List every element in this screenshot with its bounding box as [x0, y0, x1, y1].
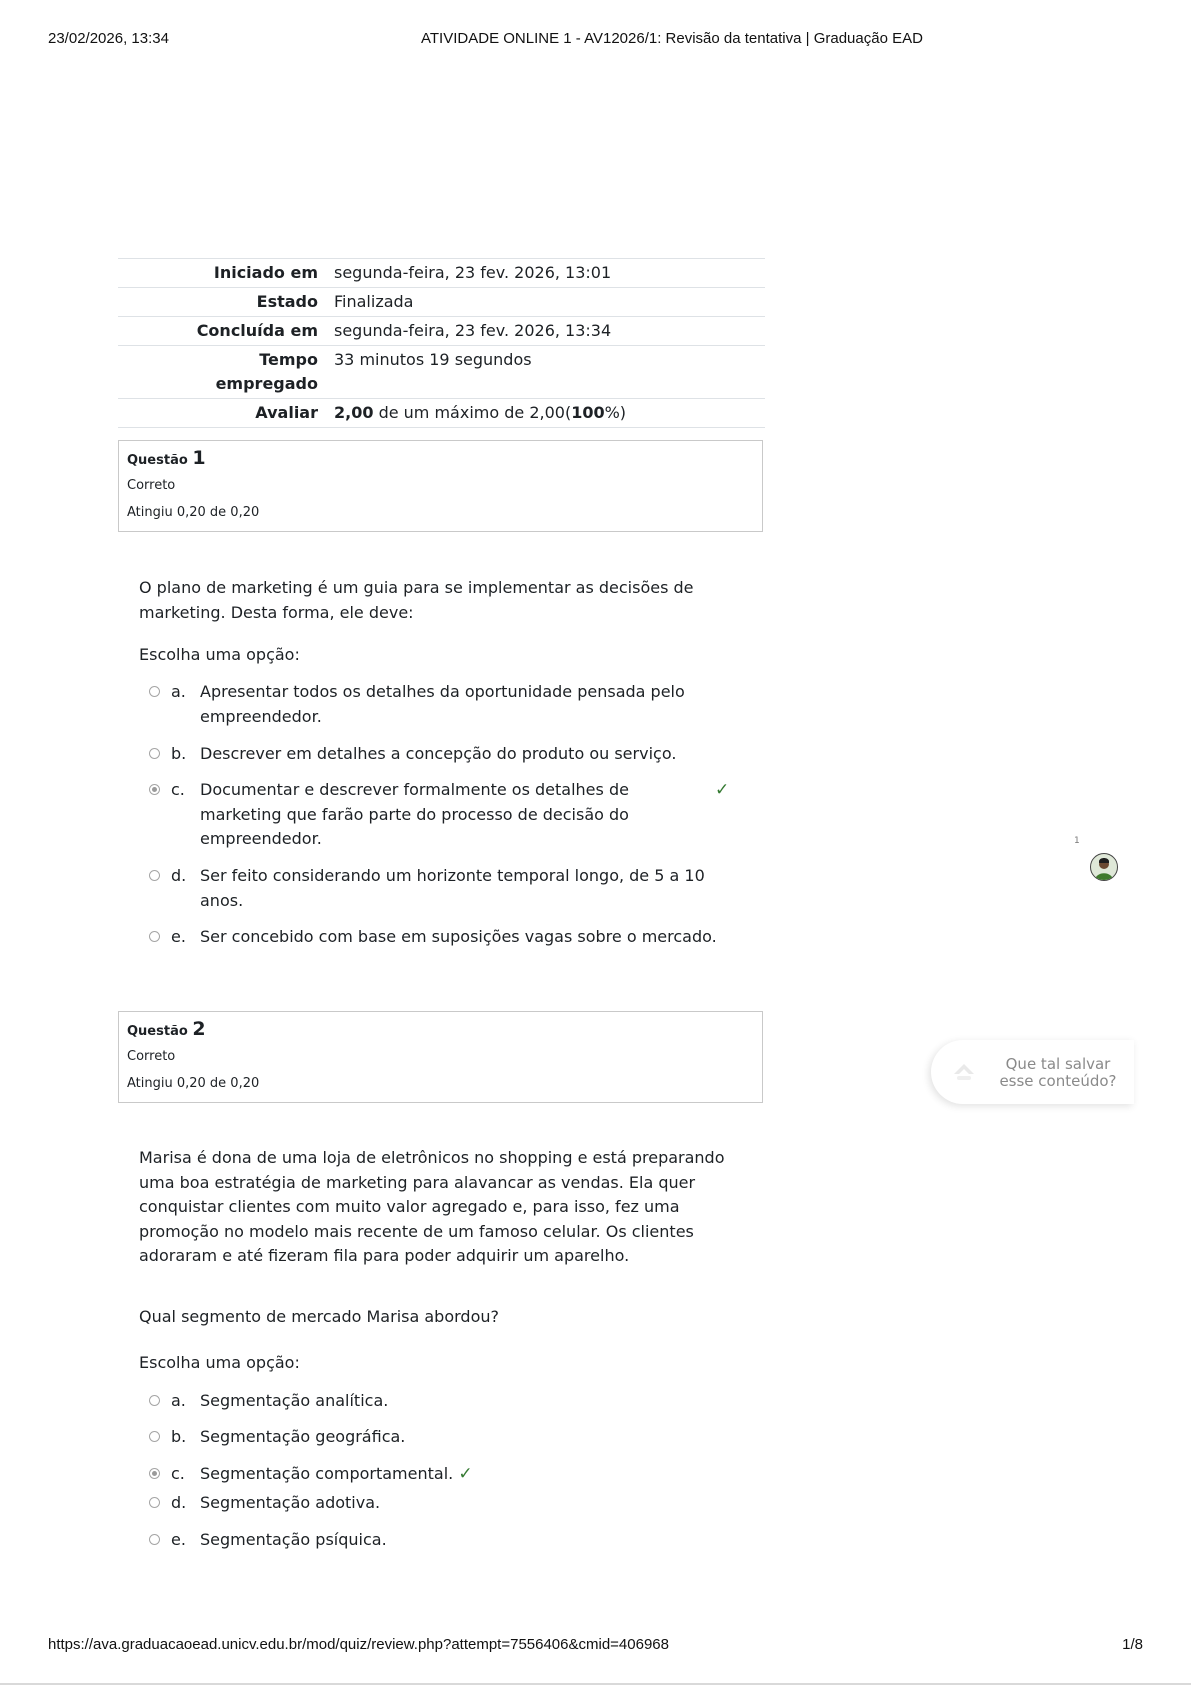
- radio-button[interactable]: [149, 931, 160, 942]
- grade-end: %): [604, 403, 627, 422]
- state-label: Estado: [118, 288, 334, 317]
- question-1-text: O plano de marketing é um guia para se implementar as decisões de marketing. Desta forma, ele deve:: [139, 578, 694, 622]
- question-2-question: Qual segmento de mercado Marisa abordou?: [139, 1307, 499, 1326]
- option-text: Apresentar todos os detalhes da oportunidade pensada pelo empreendedor.: [200, 682, 685, 726]
- save-content-text: Que tal salvar esse conteúdo?: [999, 1055, 1117, 1090]
- question-2-number: [127, 1018, 762, 1043]
- summary-row-completed: [118, 317, 765, 346]
- completed-label: Concluída em: [118, 317, 334, 346]
- option-letter: a.: [171, 1391, 186, 1410]
- save-content-widget[interactable]: [931, 1040, 1134, 1104]
- grade-middle: de um máximo de 2,00(: [373, 403, 572, 422]
- print-page-title: ATIVIDADE ONLINE 1 - AV12026/1: Revisão da tentativa | Graduação EAD: [421, 30, 923, 47]
- question-1-number: [127, 447, 762, 472]
- question-number: 2: [192, 1018, 206, 1040]
- grade-percent: 100: [571, 403, 605, 422]
- option-letter: c.: [171, 780, 185, 799]
- option-text: Segmentação analítica.: [200, 1391, 389, 1410]
- radio-button[interactable]: [149, 1431, 160, 1442]
- option-letter: a.: [171, 682, 186, 701]
- option-text-label: Segmentação comportamental.: [200, 1464, 454, 1483]
- radio-button[interactable]: [149, 1497, 160, 1508]
- option-text: Ser concebido com base em suposições vagas sobre o mercado.: [200, 927, 717, 946]
- radio-button-selected[interactable]: [149, 1468, 160, 1479]
- option-text: Segmentação geográfica.: [200, 1427, 406, 1446]
- option-letter: b.: [171, 744, 187, 763]
- option-text: Ser feito considerando um horizonte temporal longo, de 5 a 10 anos.: [200, 866, 705, 910]
- print-page-number: 1/8: [1122, 1636, 1143, 1653]
- state-value: Finalizada: [334, 288, 765, 317]
- option-letter: e.: [171, 927, 186, 946]
- option-letter: d.: [171, 866, 187, 885]
- option-text: Descrever em detalhes a concepção do produto ou serviço.: [200, 744, 677, 763]
- summary-row-state: [118, 288, 765, 317]
- summary-row-time: [118, 346, 765, 399]
- option-text: Documentar e descrever formalmente os detalhes de marketing que farão parte do processo de decisão do empreendedor.: [200, 780, 629, 848]
- avatar-icon[interactable]: [1090, 853, 1118, 881]
- question-2-prompt: Escolha uma opção:: [139, 1353, 300, 1372]
- question-1-mark: Atingiu 0,20 de 0,20: [127, 505, 260, 520]
- grade-label: Avaliar: [118, 399, 334, 428]
- question-1-prompt: Escolha uma opção:: [139, 645, 300, 664]
- radio-button[interactable]: [149, 1395, 160, 1406]
- annotation-count: 1: [1074, 836, 1080, 846]
- correct-check-icon: ✓: [458, 1464, 473, 1484]
- started-value: segunda-feira, 23 fev. 2026, 13:01: [334, 259, 765, 288]
- question-2-info: [118, 1011, 763, 1103]
- option-letter: e.: [171, 1530, 186, 1549]
- started-label: Iniciado em: [118, 259, 334, 288]
- option-letter: b.: [171, 1427, 187, 1446]
- print-datetime: 23/02/2026, 13:34: [48, 30, 169, 47]
- question-1-info: [118, 440, 763, 532]
- print-url: https://ava.graduacaoead.unicv.edu.br/mod/quiz/review.php?attempt=7556406&cmid=406968: [48, 1636, 669, 1653]
- summary-row-grade: [118, 399, 765, 428]
- radio-button[interactable]: [149, 686, 160, 697]
- question-2-mark: Atingiu 0,20 de 0,20: [127, 1076, 260, 1091]
- grade-score: 2,00: [334, 403, 374, 422]
- option-text: Segmentação adotiva.: [200, 1493, 381, 1512]
- option-letter: c.: [171, 1464, 185, 1483]
- option-text: Segmentação psíquica.: [200, 1530, 387, 1549]
- radio-button-selected[interactable]: [149, 784, 160, 795]
- completed-value: segunda-feira, 23 fev. 2026, 13:34: [334, 317, 765, 346]
- correct-check-icon: ✓: [715, 780, 730, 800]
- save-icon: [951, 1060, 977, 1088]
- grade-value: [334, 399, 765, 428]
- question-number: 1: [192, 447, 206, 469]
- radio-button[interactable]: [149, 748, 160, 759]
- radio-button[interactable]: [149, 870, 160, 881]
- question-2-state: Correto: [127, 1049, 176, 1064]
- question-2-text: Marisa é dona de uma loja de eletrônicos no shopping e está preparando uma boa estratégia de marketing para alavancar as vendas. Ela quer conquistar clientes com muito valor agregado e, para isso, fez uma promoção no modelo mais recente de um famoso celular. Os clientes adoraram e até fizeram fila para poder adquirir um aparelho.: [139, 1148, 725, 1265]
- radio-button[interactable]: [149, 1534, 160, 1545]
- time-value: 33 minutos 19 segundos: [334, 346, 765, 399]
- time-label: Tempo empregado: [118, 346, 334, 399]
- attempt-summary-table: [118, 258, 765, 428]
- summary-row-started: [118, 259, 765, 288]
- question-label: Questão: [127, 1024, 188, 1039]
- question-1-state: Correto: [127, 478, 176, 493]
- option-text: [200, 1462, 473, 1487]
- question-label: Questão: [127, 453, 188, 468]
- option-letter: d.: [171, 1493, 187, 1512]
